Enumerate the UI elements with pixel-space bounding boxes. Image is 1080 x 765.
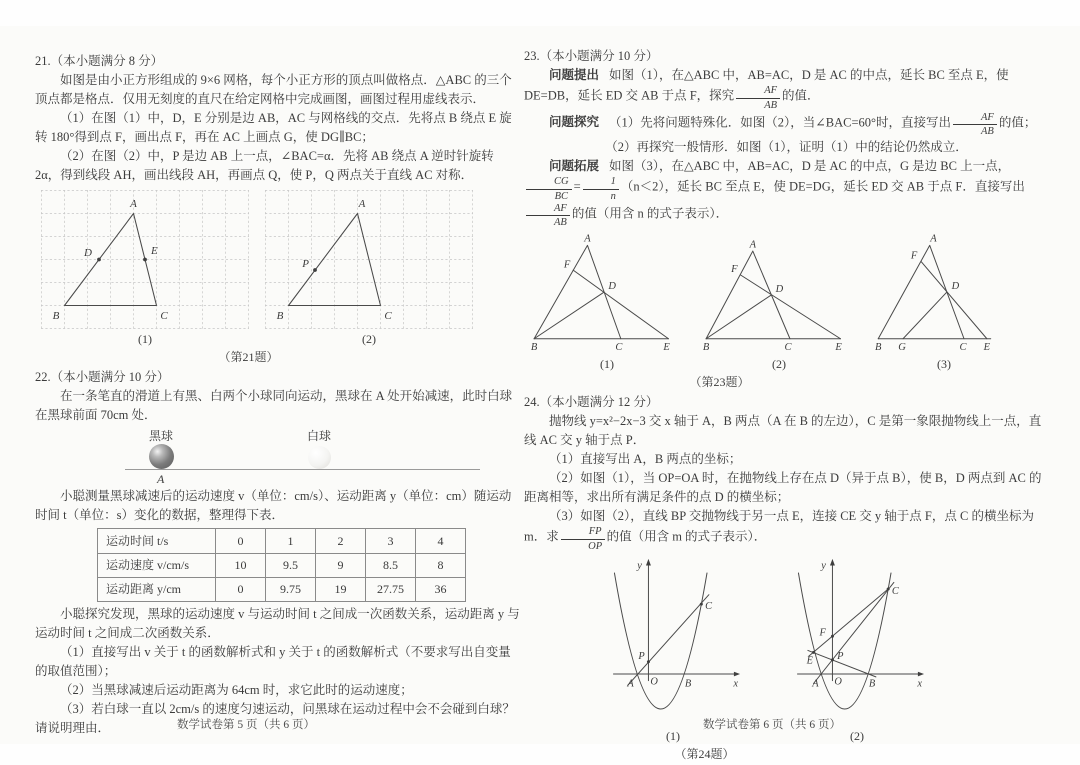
- x-axis-arrow: [918, 672, 924, 677]
- q23-figure-2: [700, 232, 858, 373]
- segment-e-f: [921, 262, 987, 339]
- table-cell: 9.5: [266, 553, 316, 577]
- point-label-b: B: [530, 342, 538, 354]
- point-label-b: B: [868, 678, 876, 690]
- q23-propose-text-1: 如图（1），在△ABC 中，AB=AC，D 是 AC 的中点，延长 BC 至点 E，使 DE=DB，延长 ED 交 AB 于点 F，探究: [524, 68, 1009, 103]
- page-6-column: [524, 47, 1045, 765]
- point-label-a: A: [627, 678, 634, 690]
- q21-figure-2: [265, 190, 473, 348]
- parabola-figure-2: [786, 556, 928, 726]
- q23-figure-1-subcaption: (1): [600, 357, 614, 371]
- q24-heading: 24.（本小题满分 12 分）: [524, 395, 659, 410]
- q23-figure-1: [528, 232, 686, 373]
- y-axis-label: y: [637, 560, 642, 572]
- y-axis-arrow: [646, 559, 651, 566]
- black-ball-label: 黑球: [149, 429, 174, 444]
- table-row: [98, 529, 466, 553]
- q22-data-table: [97, 528, 466, 602]
- fraction-fp-op: $\frac{FP}{OP}$: [561, 526, 605, 553]
- point-label-p: P: [837, 650, 844, 662]
- q23-explore-text-2: 的值；: [998, 114, 1037, 129]
- q21-part-2: （2）在图（2）中，P 是边 AB 上一点，∠BAC=α．先将 AB 绕点 A 逆时针旋转 2α，得到线段 AH，画出线段 AH，再画点 Q，使 P，Q 两点关于直线 AC 对称．: [35, 149, 494, 182]
- q23-expand-text-2: （n＜2），延长 BC 至点 E，使 DE=DG，延长 ED 交 AB 于点 F．直接写出: [620, 179, 1025, 194]
- table-cell: 9: [316, 553, 366, 577]
- point-label-a: A: [584, 233, 591, 245]
- q22-part-3: （3）若白球一直以 2cm/s 的速度匀速运动，问黑球在运动过程中会不会碰到白球？请说明理由．: [35, 702, 515, 736]
- table-cell: 2: [316, 529, 366, 553]
- y-axis-arrow: [830, 559, 835, 566]
- fraction-af-ab: $\frac{AF}{AB}$: [953, 112, 997, 139]
- q21-figure-1: [41, 190, 249, 348]
- q21-figure-2-subcaption: (2): [362, 332, 376, 346]
- point-label-d: D: [608, 281, 616, 293]
- page-5-column: [35, 52, 522, 738]
- parabola-figure-1: [602, 556, 744, 726]
- point-label-d: D: [84, 247, 92, 259]
- point-label-c: C: [959, 342, 967, 354]
- grid-figure-2: [265, 190, 473, 329]
- y-axis-label: y: [821, 560, 826, 572]
- q22-part-1: （1）直接写出 v 关于 t 的函数解析式和 y 关于 t 的函数解析式（不要求写出自变量的取值范围）；: [35, 645, 511, 679]
- q23-heading: 23.（本小题满分 10 分）: [524, 49, 659, 63]
- q24-part-3-text-2: 的值（用含 m 的式子表示）．: [606, 529, 767, 544]
- q23-propose-text-2: 的值．: [782, 88, 820, 103]
- q21-part-1: （1）在图（1）中，D，E 分别是边 AB，AC 与网格线的交点．先将点 B 绕点 E 旋转 180°得到点 F，画出点 F，再在 AC 上画点 G，使 DG∥BC；: [35, 111, 512, 144]
- q23-explore-label: 问题探究: [549, 114, 600, 129]
- fraction-cg-bc: $\frac{CG}{BC}$: [526, 176, 572, 203]
- table-cell: 4: [416, 529, 466, 553]
- black-ball: [149, 444, 174, 469]
- segment-b-d: [534, 292, 604, 339]
- q23-explore-paragraph-2: （2）再探究一般情形．如图（1），证明（1）中的结论仍然成立．: [605, 140, 968, 154]
- q24-figure-caption: （第24题）: [674, 747, 735, 762]
- q23-figure-2-subcaption: (2): [772, 357, 786, 371]
- point-label-c: C: [160, 310, 168, 322]
- point-p-dot: [831, 658, 834, 661]
- q21-heading: 21.（本小题满分 8 分）: [35, 54, 164, 68]
- x-axis-label: x: [733, 678, 739, 690]
- point-label-c: C: [615, 342, 623, 354]
- point-label-a: A: [130, 198, 137, 210]
- point-label-e: E: [806, 655, 813, 667]
- q24-part-3-text-1: （3）如图（2），直线 BP 交抛物线于另一点 E，连接 CE 交 y 轴于点 F，点 C 的横坐标为 m．求: [524, 509, 1034, 544]
- q23-expand-text-1: 如图（3），在△ABC 中，AB=AC，D 是 AC 的中点，G 是边 BC 上一点，: [609, 159, 1011, 173]
- point-label-f: F: [563, 259, 571, 271]
- q21-figure-caption: （第21题）: [218, 350, 279, 365]
- q23-explore-paragraph-1: [524, 112, 1045, 139]
- q23-figure-3-subcaption: (3): [937, 357, 951, 371]
- point-label-c: C: [784, 342, 792, 354]
- point-label-e: E: [835, 342, 842, 354]
- q22-part-2: （2）当黑球减速后运动距离为 64cm 时，求它此时的运动速度；: [60, 683, 413, 698]
- white-ball-label: 白球: [307, 429, 332, 444]
- point-e-dot: [812, 651, 815, 654]
- table-cell: 27.75: [366, 577, 416, 601]
- point-label-b: B: [276, 310, 284, 322]
- point-label-f: F: [731, 264, 738, 276]
- segment-e-f: [740, 275, 840, 339]
- point-label-p: P: [302, 258, 309, 270]
- table-row: [98, 553, 466, 577]
- point-p-dot: [647, 660, 650, 663]
- q23-figures-row: [528, 232, 1045, 373]
- q24-figure-1-subcaption: (1): [666, 728, 680, 743]
- table-cell: 8: [416, 553, 466, 577]
- footer-page-5: 数学试卷第 5 页（共 6 页）: [177, 719, 315, 731]
- axes: [614, 564, 737, 681]
- table-cell: 19: [316, 577, 366, 601]
- point-label-a: A: [749, 239, 756, 251]
- q24-figure-2-subcaption: (2): [850, 728, 864, 743]
- point-label-e: E: [983, 342, 991, 354]
- point-label-a: A: [358, 198, 366, 210]
- fraction-af-ab: $\frac{AF}{AB}$: [526, 203, 570, 230]
- point-label-c: C: [705, 600, 713, 612]
- q23-expand-equals: =: [573, 179, 581, 194]
- footer-page-6: 数学试卷第 6 页（共 6 页）: [703, 719, 841, 731]
- point-d-dot: [97, 258, 101, 262]
- point-label-e: E: [151, 245, 158, 257]
- q24-part-3: [524, 507, 1045, 553]
- q22-heading: 22.（本小题满分 10 分）: [35, 370, 170, 385]
- white-ball: [308, 446, 331, 469]
- q23-propose-label: 问题提出: [549, 68, 600, 82]
- point-label-d: D: [951, 281, 960, 293]
- point-label-o: O: [834, 676, 842, 688]
- point-label-a: A: [157, 472, 165, 487]
- triangle-figure-1: [528, 232, 686, 354]
- segment-g-d: [903, 292, 947, 339]
- slide-track-line: [125, 469, 480, 470]
- segment-e-f: [573, 270, 668, 339]
- point-e-dot: [143, 258, 147, 262]
- table-cell: 运动速度 v/cm/s: [98, 553, 216, 577]
- table-cell: 10: [216, 553, 266, 577]
- table-cell: 运动时间 t/s: [98, 529, 216, 553]
- point-label-c: C: [384, 310, 392, 322]
- point-label-d: D: [775, 284, 784, 296]
- table-cell: 36: [416, 577, 466, 601]
- q23-figure-caption: （第23题）: [689, 375, 750, 390]
- table-cell: 8.5: [366, 553, 416, 577]
- q24-part-1: （1）直接写出 A，B 两点的坐标；: [549, 452, 742, 467]
- q23-propose-paragraph: [524, 66, 1045, 112]
- point-label-f: F: [819, 627, 826, 639]
- line-a-c: [628, 595, 709, 686]
- q21-figure-1-subcaption: (1): [138, 332, 152, 346]
- q23-expand-label: 问题拓展: [549, 159, 600, 173]
- q21-figures-row: [41, 190, 522, 348]
- x-axis-label: x: [917, 678, 923, 690]
- ball-motion-diagram: [87, 427, 495, 485]
- fraction-1-n: $\frac{1}{n}$: [583, 176, 619, 203]
- point-label-b: B: [684, 678, 692, 690]
- point-label-b: B: [875, 342, 882, 354]
- point-label-p: P: [638, 650, 645, 662]
- point-label-b: B: [52, 310, 60, 322]
- point-f-dot: [831, 635, 834, 638]
- q21-intro: 如图是由小正方形组成的 9×6 网格，每个小正方形的顶点叫做格点．△ABC 的三个顶点都是格点．仅用无刻度的直尺在给定网格中完成画图，画图过程用虚线表示．: [35, 73, 512, 106]
- q23-figure-3: [872, 232, 1016, 373]
- fraction-af-ab: $\frac{AF}{AB}$: [736, 85, 780, 112]
- x-axis-arrow: [734, 672, 740, 677]
- point-p-dot: [313, 268, 317, 272]
- q24-part-2: （2）如图（1），当 OP=OA 时，在抛物线上存在点 D（异于点 B），使 B，D 两点到 AC 的距离相等，求出所有满足条件的点 D 的横坐标；: [524, 471, 1042, 505]
- point-c-dot: [887, 588, 890, 591]
- point-label-a: A: [930, 233, 937, 245]
- q24-intro: 抛物线 y=x²−2x−3 交 x 轴于 A，B 两点（A 在 B 的左边），C 是第一象限抛物线上一点，直线 AC 交 y 轴于点 P．: [524, 414, 1042, 448]
- triangle-figure-2: [700, 232, 858, 354]
- table-cell: 0: [216, 577, 266, 601]
- table-row: [98, 577, 466, 601]
- q23-explore-text-1: （1）先将问题特殊化．如图（2），当∠BAC=60°时，直接写出: [609, 114, 951, 129]
- table-cell: 1: [266, 529, 316, 553]
- point-label-o: O: [650, 676, 658, 688]
- point-label-g: G: [898, 342, 906, 354]
- q22-discover-text: 小聪探究发现，黑球的运动速度 v 与运动时间 t 之间成一次函数关系，运动距离 y 与运动时间 t 之间成二次函数关系．: [35, 607, 520, 641]
- point-label-f: F: [910, 250, 918, 262]
- q23-expand-paragraph: [524, 157, 1045, 229]
- point-c-dot: [700, 603, 703, 606]
- grid-figure-1: [41, 190, 249, 329]
- table-cell: 运动距离 y/cm: [98, 577, 216, 601]
- table-cell: 9.75: [266, 577, 316, 601]
- q22-measure-text: 小聪测量黑球减速后的运动速度 v（单位：cm/s）、运动距离 y（单位：cm）随运动时间 t（单位：s）变化的数据，整理得下表．: [35, 489, 512, 523]
- point-label-b: B: [702, 342, 710, 354]
- point-label-e: E: [663, 342, 670, 354]
- point-label-c: C: [891, 585, 899, 597]
- table-cell: 3: [366, 529, 416, 553]
- q22-intro: 在一条笔直的滑道上有黑、白两个小球同向运动，黑球在 A 处开始减速，此时白球在黑球前面 70cm 处．: [35, 389, 513, 423]
- axes: [798, 564, 921, 681]
- triangle-figure-3: [872, 232, 1016, 354]
- segment-b-d: [706, 295, 771, 339]
- q23-expand-text-3: 的值（用含 n 的式子表示）．: [571, 205, 729, 220]
- point-label-a: A: [812, 678, 819, 690]
- table-cell: 0: [216, 529, 266, 553]
